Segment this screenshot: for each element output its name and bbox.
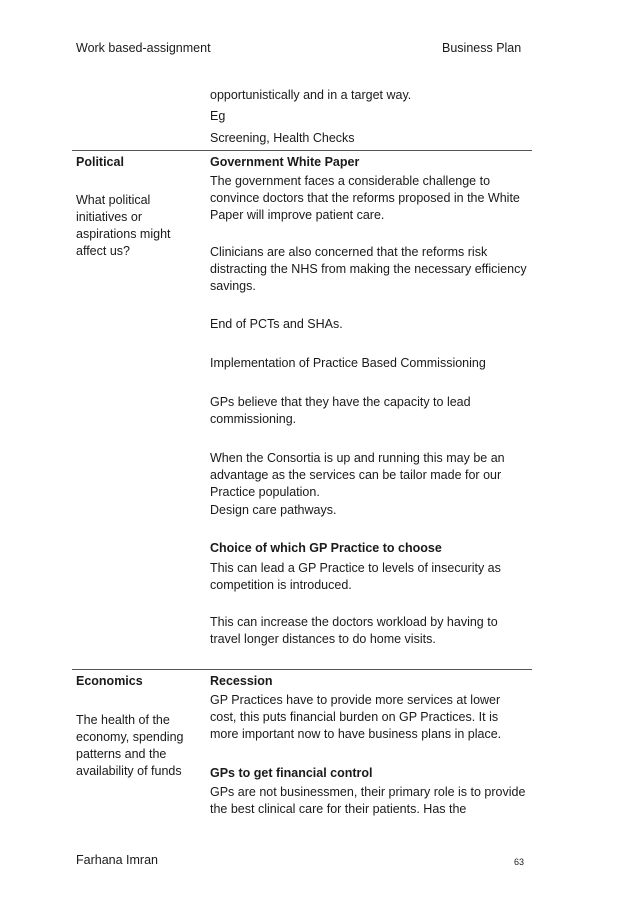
political-paragraph: End of PCTs and SHAs. xyxy=(210,317,343,331)
header-right: Business Plan xyxy=(442,41,522,55)
political-question: What political initiatives or aspirations might affect us? xyxy=(76,193,171,258)
economics-question: The health of the economy, spending patterns and the availability of funds xyxy=(76,713,184,778)
political-paragraph: Clinicians are also concerned that the reforms risk distracting the NHS from making the necessary efficiency savings. xyxy=(210,245,527,293)
political-heading-white-paper: Government White Paper xyxy=(210,155,360,169)
political-paragraph: Implementation of Practice Based Commissioning xyxy=(210,356,486,370)
political-paragraph: GPs believe that they have the capacity to lead commissioning. xyxy=(210,395,471,426)
political-heading-choice: Choice of which GP Practice to choose xyxy=(210,541,442,555)
political-paragraph: This can increase the doctors workload by having to travel longer distances to do home visits. xyxy=(210,615,498,646)
continuation-eg: Eg xyxy=(210,109,226,123)
continuation-text: opportunistically and in a target way. xyxy=(210,88,412,102)
row-divider xyxy=(72,150,532,151)
economics-paragraph: GP Practices have to provide more services at lower cost, this puts financial burden on GP Practices. It is more important now to have business plans in place. xyxy=(210,693,502,741)
economics-heading-financial-control: GPs to get financial control xyxy=(210,766,373,780)
economics-heading-recession: Recession xyxy=(210,674,273,688)
continuation-example: Screening, Health Checks xyxy=(210,131,355,145)
footer-page-number: 63 xyxy=(514,857,525,867)
economics-paragraph: GPs are not businessmen, their primary role is to provide the best clinical care for their patients. Has the xyxy=(210,785,526,816)
row-divider xyxy=(72,669,532,670)
footer-author: Farhana Imran xyxy=(76,853,158,867)
economics-label: Economics xyxy=(76,674,143,688)
political-paragraph: Design care pathways. xyxy=(210,503,337,517)
header-left: Work based-assignment xyxy=(76,41,211,55)
political-paragraph: When the Consortia is up and running this may be an advantage as the services can be tailor made for our Practice population. xyxy=(210,451,505,499)
political-paragraph: This can lead a GP Practice to levels of insecurity as competition is introduced. xyxy=(210,561,501,592)
political-label: Political xyxy=(76,155,124,169)
political-paragraph: The government faces a considerable challenge to convince doctors that the reforms proposed in the White Paper will improve patient care. xyxy=(210,174,520,222)
